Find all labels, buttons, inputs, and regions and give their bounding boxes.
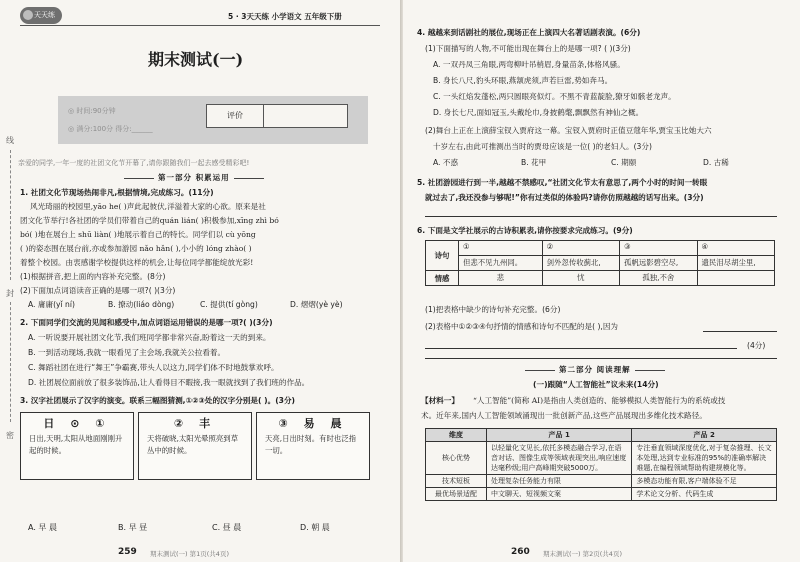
poem-cell-3a[interactable]: ③ [620, 241, 697, 256]
page-footer: 期末测试(一) 第1页(共4页) [150, 550, 229, 558]
emotion-cell-3: 孤独,不舍 [620, 271, 697, 286]
q4-option-d[interactable]: D. 身长七尺,面如冠玉,头戴纶巾,身披鹤氅,飘飘然有神仙之概。 [433, 108, 644, 117]
q1-passage-line: ( )的姿态围在展台前,亦或参加游园 nǎo hǎn( ),小小的 lóng zhào( ) [20, 244, 252, 253]
margin-label-mi: 密 [6, 431, 14, 440]
q5-answer-line[interactable] [425, 216, 777, 217]
q6-answer-line[interactable] [703, 331, 777, 332]
ancient-glyphs: 日 ⊙ ① [43, 417, 111, 430]
section-divider [425, 358, 777, 359]
q1-sub-1: (1)根据拼音,把上面的内容补充完整。(8分) [20, 272, 166, 281]
poem-cell-4a[interactable]: ④ [697, 241, 774, 256]
poem-cell-3b: 孤帆远影碧空尽, [620, 256, 697, 271]
score-info: ◎ 满分:100分 得分:______ [68, 125, 153, 133]
ancient-glyphs: ③ 易 晨 [278, 417, 348, 430]
question-5-cont: 就过去了,我还没参与够呢!”你有过类似的体验吗?请你仿照越越的话写出来。(3分) [425, 193, 704, 202]
cut-line [10, 150, 11, 280]
q2-option-d[interactable]: D. 社团展位面前放了很多装饰品,让人看得目不暇接,我一眼就找到了我们班的作品。 [28, 378, 310, 387]
dimension-header: 维度 [426, 429, 487, 442]
product-1-header: 产品 1 [487, 429, 632, 442]
cut-line [10, 302, 11, 422]
logo-icon [23, 10, 33, 20]
poem-cell-1a[interactable]: ① [459, 241, 543, 256]
table-cell: 处理复杂任务能力有限 [487, 475, 632, 488]
page-footer: 期末测试(一) 第2页(共4页) [543, 550, 622, 558]
q4-sub2-option-c[interactable]: C. 期颐 [611, 158, 637, 167]
q3-option-c[interactable]: C. 昼 晨 [212, 523, 242, 532]
q4-option-c[interactable]: C. 一头红焰发蓬松,两只圆眼亮似灯。不黑不青蓝靛脸,獠牙如骸老龙声。 [433, 92, 676, 101]
margin-label-xian: 线 [6, 136, 14, 145]
question-1: 1. 社团文化节现场热闹非凡,根据情境,完成练习。(11分) [20, 188, 214, 197]
table-cell: 学术论文分析、代码生成 [632, 488, 777, 501]
q1-passage-line: 着整个校园。由衷感谢学校提供这样的机会,让每位同学都能绽放光彩! [20, 258, 254, 267]
q1-sub-2: (2)下面加点词语读音正确的是哪一项?( )(3分) [20, 286, 176, 295]
table-cell: 中文聊天、短视频文案 [487, 488, 632, 501]
box-caption: 天将破晓,太阳光晕照亮到草丛中的时候。 [147, 434, 239, 455]
character-evolution-boxes [20, 412, 370, 478]
ai-comparison-table [425, 428, 777, 501]
header-rule [20, 25, 380, 26]
score-label: 评价 [207, 105, 264, 127]
q3-option-d[interactable]: D. 朝 晨 [300, 523, 330, 532]
emotion-header: 情感 [426, 271, 459, 286]
right-page [403, 0, 800, 562]
q6-answer-line[interactable] [425, 348, 737, 349]
page-number: 259 [118, 547, 137, 557]
row-label: 最优场景适配 [426, 488, 487, 501]
q6-score: (4分) [747, 341, 766, 350]
q1-option-a[interactable]: A. 庸庸(yǐ ní) [28, 300, 75, 309]
q1-passage-line: 团文化节举行!各社团的学员们带着自己的quán lián( )积极参加,xīng zhì bó [20, 216, 279, 225]
score-box[interactable] [206, 104, 348, 128]
ancient-glyphs: ② 丰 [173, 417, 217, 430]
q6-sub-2: (2)表格中①②③④句抒情的情感和诗句不匹配的是( ),因为 [425, 322, 619, 331]
q4-sub-2: (2)舞台上正在上演薛宝钗入贾府这一幕。宝钗入贾府时正值豆蔻年华,贾宝玉比她大六 [425, 126, 712, 135]
table-cell: 多模态功能有限,客户端体验不足 [632, 475, 777, 488]
q3-option-b[interactable]: B. 早 昼 [118, 523, 148, 532]
question-5: 5. 社团游园进行到一半,越越不禁感叹,“社团文化节太有意思了,两个小时的时间一转眼 [417, 178, 708, 187]
page-number: 260 [511, 547, 530, 557]
q4-sub-1: (1)下面描写的人物,不可能出现在舞台上的是哪一项? ( )(3分) [425, 44, 631, 53]
table-cell: 专注垂直领域深度优化,对于复杂推理、长文本处理,达到专业标准的95%的准确率解决难题,在编程领域帮助构建规模化等。 [632, 442, 777, 475]
evolution-box-2 [138, 412, 252, 480]
q3-option-a[interactable]: A. 早 晨 [28, 523, 57, 532]
question-2: 2. 下面同学们交流的见闻和感受中,加点词语运用错误的是哪一项?( )(3分) [20, 318, 273, 327]
question-4: 4. 越越来到话剧社的展位,现场正在上演四大名著话剧表演。(6分) [417, 28, 641, 37]
product-2-header: 产品 2 [632, 429, 777, 442]
q1-passage-line: 风光琦丽的校园里,yāo he( )声此起彼伏,洋溢着大家的心欲。原来是社 [30, 202, 266, 211]
q2-option-c[interactable]: C. 舞蹈社团在进行“舞王”争霸赛,带头人以这力,同学们体不时地鼓掌欢呼。 [28, 363, 279, 372]
material-text-cont: 术。近年来,国内人工智能领域涌现出一批创新产品,这些产品展现出多维化技术路径。 [421, 411, 707, 420]
margin-label-feng: 封 [6, 289, 14, 298]
poem-cell-1b: 但悲不见九州同。 [459, 256, 543, 271]
brand-logo [20, 7, 62, 24]
table-cell: 以轻量化文见长,依托多模态融合学习,在语音对话、图像生成等领域表现突出,响应速度达毫秒级;用户高峰期突破5000万。 [487, 442, 632, 475]
q1-option-b[interactable]: B. 撩动(liáo dòng) [108, 300, 175, 309]
box-caption: 日出,天明,太阳从地面刚刚升起的时候。 [29, 434, 123, 455]
q1-option-c[interactable]: C. 提供(tí gòng) [200, 300, 258, 309]
part-two-heading: 第二部分 阅读理解 [521, 364, 669, 375]
question-3: 3. 汉字社团展示了汉字的演变。联系三幅图猜测,①②③处的汉字分别是( )。(3分) [20, 396, 296, 405]
logo-text: 天天练 [34, 11, 55, 19]
emotion-cell-1: 悲 [459, 271, 543, 286]
evolution-box-3 [256, 412, 370, 480]
q2-option-a[interactable]: A. 一听说要开展社团文化节,我们班同学都非常兴奋,盼着这一天的到来。 [28, 333, 271, 342]
emotion-cell-4 [697, 271, 774, 286]
poem-header: 诗句 [426, 241, 459, 271]
q6-sub-1: (1)把表格中缺少的诗句补充完整。(6分) [425, 305, 561, 314]
q4-option-a[interactable]: A. 一双丹凤三角眼,两弯柳叶吊梢眉,身量苗条,体格风骚。 [433, 60, 625, 69]
q4-sub2-option-a[interactable]: A. 不惑 [433, 158, 459, 167]
q1-passage-line: bó( )地在展台上 shū liàn( )地展示着自己的特长。同学们以 cù yōng [20, 230, 256, 239]
q4-option-b[interactable]: B. 身长八尺,豹头环眼,燕颔虎须,声若巨雷,势如奔马。 [433, 76, 613, 85]
poem-cell-2a[interactable]: ② [542, 241, 619, 256]
section-heading: (一)跟随“人工智能社”议未来(14分) [533, 380, 659, 389]
intro-banner: 亲爱的同学,一年一度的社团文化节开幕了,请你跟随我们一起去感受精彩吧! [18, 159, 250, 167]
emotion-cell-2: 忧 [542, 271, 619, 286]
box-caption: 天亮,日出时刻。有时也泛指一切。 [265, 434, 357, 455]
part-one-heading: 第一部分 积累运用 [120, 172, 268, 183]
page-title: 期末测试(一) [148, 50, 244, 69]
page-header: 5 · 3天天练 小学语文 五年级下册 [228, 12, 342, 21]
q4-sub2-option-b[interactable]: B. 花甲 [521, 158, 547, 167]
question-6: 6. 下面是文学社展示的古诗积累表,请你按要求完成练习。(9分) [417, 226, 633, 235]
q1-option-d[interactable]: D. 熠熠(yè yè) [290, 300, 343, 309]
evolution-box-1 [20, 412, 134, 480]
poem-cell-2b: 剑外忽传收蓟北, [542, 256, 619, 271]
q4-sub-2-cont: 十岁左右,由此可推测出当时的贾母应该是一位( )的老妇人。(3分) [433, 142, 652, 151]
material-text: “人工智能”(简称 AI)是指由人类创造的、能够模拟人类智能行为的系统或技 [473, 396, 726, 405]
time-info: ◎ 时间:90分钟 [68, 107, 116, 115]
material-label: 【材料一】 [421, 396, 459, 405]
row-label: 技术短板 [426, 475, 487, 488]
poem-cell-4b: 遗民泪尽胡尘里, [697, 256, 774, 271]
q2-option-b[interactable]: B. 一到活动现场,我就一眼看见了主会场,我就关公拉看着。 [28, 348, 226, 357]
q4-sub2-option-d[interactable]: D. 古稀 [703, 158, 729, 167]
poem-table [425, 240, 775, 286]
row-label: 核心优势 [426, 442, 487, 475]
